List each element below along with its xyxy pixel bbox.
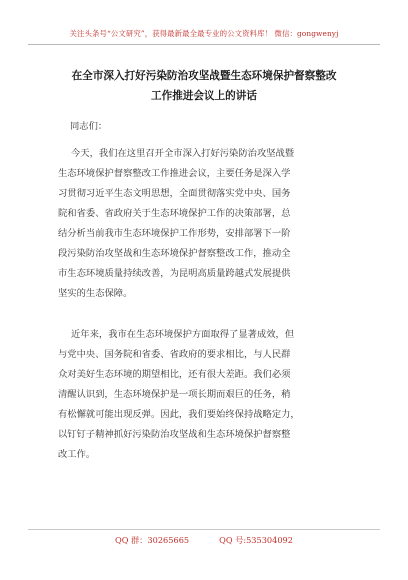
footer-divider xyxy=(28,529,380,530)
paragraph-line: 习贯彻习近平生态文明思想，全面贯彻落实党中央、国务 xyxy=(58,188,291,199)
paragraph-line: 生态环境保护督察整改工作推进会议，主要任务是深入学 xyxy=(58,168,291,179)
footer-qq-group: QQ 群：30265665 xyxy=(115,535,190,545)
paragraph-line: 清醒认识到，生态环境保护是一项长期而艰巨的任务，稍 xyxy=(58,389,291,400)
title-line-2: 工作推进会议上的讲话 xyxy=(151,90,257,102)
paragraph-line: 市生态环境质量持续改善，为昆明高质量跨越式发展提供 xyxy=(58,268,291,279)
paragraph-line: 有松懈就可能出现反弹。因此，我们要始终保持战略定力， xyxy=(58,409,300,420)
paragraph-line: 众对美好生态环境的期望相比，还有很大差距。我们必须 xyxy=(58,369,291,380)
header-divider xyxy=(28,44,380,45)
footer xyxy=(0,535,408,546)
paragraph-line: 近年来，我市在生态环境保护方面取得了显著成效，但 xyxy=(71,329,295,340)
paragraph-line: 段污染防治攻坚战和生态环境保护督察整改工作，推动全 xyxy=(58,248,291,259)
header-banner: 关注头条号“公文研究”，获得最新最全最专业的公文资料库！ 微信：gongwenyj xyxy=(69,29,339,38)
paragraph-2 xyxy=(58,325,350,465)
paragraph-line: 院和省委、省政府关于生态环境保护工作的决策部署，总 xyxy=(58,208,291,219)
paragraph-line: 今天，我们在这里召开全市深入打好污染防治攻坚战暨 xyxy=(71,148,295,159)
document-title xyxy=(40,66,368,106)
paragraph-line: 坚实的生态保障。 xyxy=(58,288,133,299)
paragraph-line: 与党中央、国务院和省委、省政府的要求相比，与人民群 xyxy=(58,349,291,360)
salutation: 同志们： xyxy=(70,121,108,132)
title-line-1: 在全市深入打好污染防治攻坚战暨生态环境保护督察整改 xyxy=(71,70,337,82)
paragraph-line: 改工作。 xyxy=(58,449,96,460)
paragraph-line: 以钉钉子精神抓好污染防治攻坚战和生态环境保护督察整 xyxy=(58,429,291,440)
paragraph-1 xyxy=(58,144,350,304)
footer-qq-number: QQ 号:535304092 xyxy=(219,535,293,545)
paragraph-line: 结分析当前我市生态环境保护工作形势，安排部署下一阶 xyxy=(58,228,291,239)
